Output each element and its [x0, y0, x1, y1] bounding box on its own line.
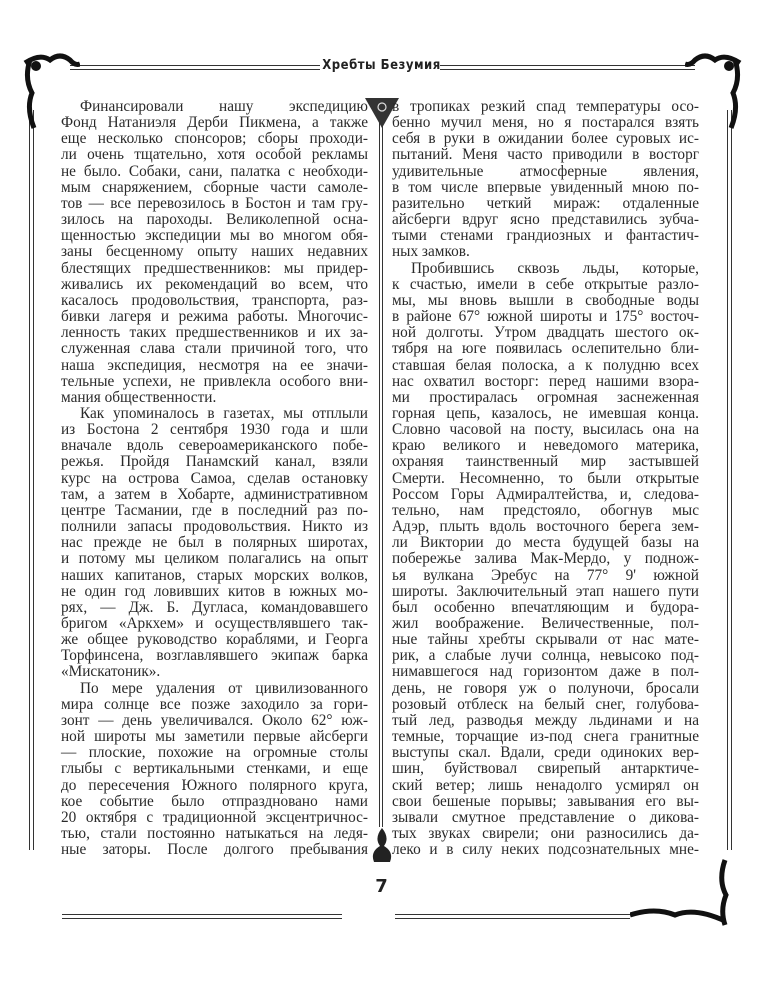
text-line: нимавшегося над горизонтом даже в пол- — [392, 663, 699, 681]
text-line: Фонд Натаниэля Дерби Пикмена, а также — [61, 114, 368, 132]
text-line: ных замков. — [392, 243, 470, 261]
text-line: краю великого и неведомого материка, — [392, 437, 699, 455]
text-line: центре Тасмании, где в последний раз по- — [61, 501, 368, 519]
text-line: свои бешеные порывы; завывания его вы- — [392, 792, 699, 810]
text-line: ставшая белая полоска, а к полудню всех — [392, 356, 699, 374]
text-line: не один год ловивших китов в южных мо- — [61, 582, 368, 600]
text-line: охраняя таинственный мир застывшей — [392, 453, 699, 471]
text-line: ные тайны хребты скрывали от нас мате- — [392, 631, 699, 649]
text-line: тельные успехи, не привлекла особого вни- — [61, 372, 368, 390]
text-line: тября на юге появилась ослепительно бли- — [392, 340, 699, 358]
bottom-rule — [395, 914, 630, 919]
text-line: же общее руководство кораблями, и Георга — [61, 631, 368, 649]
text-line: бенно мучил меня, но я постарался взять — [392, 114, 699, 132]
text-line: ные заторы. После долгого пребывания — [61, 841, 368, 859]
column-divider — [379, 122, 383, 827]
text-line: не было. Собаки, сани, палатка с необходи- — [61, 162, 368, 180]
text-line: еще несколько спонсоров; сборы проходи- — [61, 130, 368, 148]
text-line: тов — все перевозилось в Бостон и там гру- — [61, 194, 368, 212]
text-line: там, а затем в Хобарте, административном — [61, 485, 368, 503]
text-line: пытаний. Меня часто приводили в восторг — [392, 146, 699, 164]
text-line: щенностью экспедиции мы во многом обя- — [61, 227, 368, 245]
text-line: тельно, нам предстояло, обогнув мыс — [392, 501, 699, 519]
text-line: в районе 67° южной широты и 175° восточ- — [392, 308, 699, 326]
text-column-left — [61, 99, 368, 858]
text-line: шин, буйствовал свирепый антарктиче- — [392, 760, 699, 778]
text-line: выступы скал. Вдали, среди одиноких вер- — [392, 744, 699, 762]
text-line: тых звуках свирели; они разносились да- — [392, 825, 699, 843]
text-line: был особенно впечатляющим и будора- — [392, 598, 699, 616]
text-line: глыбы с вертикальными стенками, и еще — [61, 760, 368, 778]
text-line: наших капитанов, старых морских волков, — [61, 566, 368, 584]
text-line: Адэр, плыть вдоль восточного берега зем- — [392, 518, 699, 536]
text-line: рик, а слабые лучи солнца, невысоко под- — [392, 647, 699, 665]
text-line: «Мискатоник». — [61, 663, 161, 681]
left-border — [29, 110, 34, 850]
text-line: наша экспедиция, несмотря на ее значи- — [61, 356, 368, 374]
text-line: ский ветер; лишь ненадолго усмирял он — [392, 776, 699, 794]
text-line: Финансировали нашу экспедицию — [80, 98, 368, 115]
text-line: полнили запасы продовольствия. Никто из — [61, 518, 368, 536]
text-line: бивки лагеря и режима работы. Многочис- — [61, 308, 368, 326]
text-line: побережье залива Мак-Мердо, у поднож- — [392, 550, 699, 568]
text-line: мания общественности. — [61, 388, 217, 406]
text-line: мы, мы вновь вышли в свободные воды — [392, 291, 699, 309]
text-line: горная цепь, казалось, не имевшая конца. — [392, 404, 699, 422]
text-line: Словно часовой на посту, высилась она на — [392, 421, 699, 439]
text-line: нас прежде не был в полярных широтах, — [61, 534, 368, 552]
text-line: и потому мы целиком полагались на опыт — [61, 550, 368, 568]
text-line: ми простиралась огромная заснеженная — [392, 388, 699, 406]
text-column-right — [392, 99, 699, 858]
text-line: день, не говоря уж о полуночи, бросали — [392, 679, 699, 697]
text-line: в том числе впервые увиденный мною по- — [392, 178, 699, 196]
text-line: блестящих предшественников: мы придер- — [61, 259, 368, 277]
text-line: ной долготы. Утром двадцать шестого ок- — [392, 324, 699, 342]
running-header-title: Хребты Безумия — [322, 58, 441, 73]
text-line: до пересечения Южного полярного круга, — [61, 776, 368, 794]
text-line: Россом Горы Адмиралтейства, и, следова- — [392, 485, 699, 503]
text-line: айсберги вдруг ясно представились зубча- — [392, 211, 699, 229]
text-line: По мере удаления от цивилизованного — [80, 679, 368, 697]
text-line: касалось продовольствия, транспорта, раз- — [61, 291, 368, 309]
text-line: нас охватил восторг: перед нашими взора- — [392, 372, 699, 390]
right-border — [727, 110, 732, 850]
text-line: Торфинсена, возглавлявшего экипаж барка — [61, 647, 368, 665]
text-line: тый лед, разводья между льдинами и на — [392, 711, 699, 729]
text-line: кое событие было отпраздновано нами — [61, 792, 368, 810]
text-line: ленность таких предшественников и их за- — [61, 324, 368, 342]
text-line: в тропиках резкий спад температуры осо- — [392, 98, 699, 115]
text-line: курс на острова Самоа, сделав остановку — [61, 469, 368, 487]
text-line: зилось на пароходы. Великолепной осна- — [61, 211, 368, 229]
text-line: розовый отблеск на белый снег, голубова- — [392, 695, 699, 713]
text-line: ли очень тщательно, хотя особой рекламы — [61, 146, 368, 164]
text-line: ной широты мы заметили первые айсберги — [61, 728, 368, 746]
text-line: жил воображение. Величественные, пол- — [392, 615, 699, 632]
bottom-rule-left — [62, 914, 342, 919]
text-line: себя в руки в ожидании более суровых ис- — [392, 130, 699, 148]
text-line: режья. Пройдя Панамский канал, взяли — [61, 453, 368, 471]
text-line: служенная слава стали причиной того, что — [61, 340, 368, 358]
text-line: ья вулкана Эребус на 77° 9' южной — [392, 566, 699, 584]
text-line: к счастью, имели в себе открытые разло- — [392, 275, 699, 293]
text-line: зывали смутное представление о дикова- — [392, 808, 699, 826]
text-line: бригом «Аркхем» и осуществлявшего так- — [61, 615, 368, 632]
text-line: темные, торчащие из-под снега гранитные — [392, 728, 699, 746]
text-line: рях, — Дж. Б. Дугласа, командовавшего — [61, 598, 368, 616]
text-line: леко и в силу неких подсознательных мне- — [392, 841, 699, 859]
text-line: тыми стенами грандиозных и фантастич- — [392, 227, 699, 245]
text-line: Смерти. Несомненно, то были открытые — [392, 469, 699, 487]
text-line: 20 октября с традиционной эксцентричнос- — [61, 808, 368, 826]
text-line: тью, стали постоянно натыкаться на ледя- — [61, 825, 368, 843]
text-line: зонт — день увеличивался. Около 62° юж- — [61, 711, 368, 729]
text-line: Пробившись сквозь льды, которые, — [411, 259, 699, 277]
text-line: ли Виктории до места будущей базы на — [392, 534, 699, 552]
text-line: вначале вдоль североамериканского побе- — [61, 437, 368, 455]
text-line: удивительные атмосферные явления, — [392, 162, 699, 180]
text-line: заны бесценному опыту наших недавних — [61, 243, 368, 261]
text-line: из Бостона 2 сентября 1930 года и шли — [61, 421, 368, 439]
text-line: — плоские, похожие на огромные столы — [61, 744, 368, 762]
text-line: широты. Заключительный этап нашего пути — [392, 582, 699, 600]
text-line: мым снаряжением, сборные части самоле- — [61, 178, 368, 196]
text-line: разительно четкий мираж: отдаленные — [392, 194, 699, 212]
text-line: живались их рекомендаций во всем, что — [61, 275, 368, 293]
text-line: мира солнце все позже заходило за гори- — [61, 695, 368, 713]
page-number: 7 — [375, 876, 388, 897]
text-line: Как упоминалось в газетах, мы отплыли — [80, 404, 368, 422]
